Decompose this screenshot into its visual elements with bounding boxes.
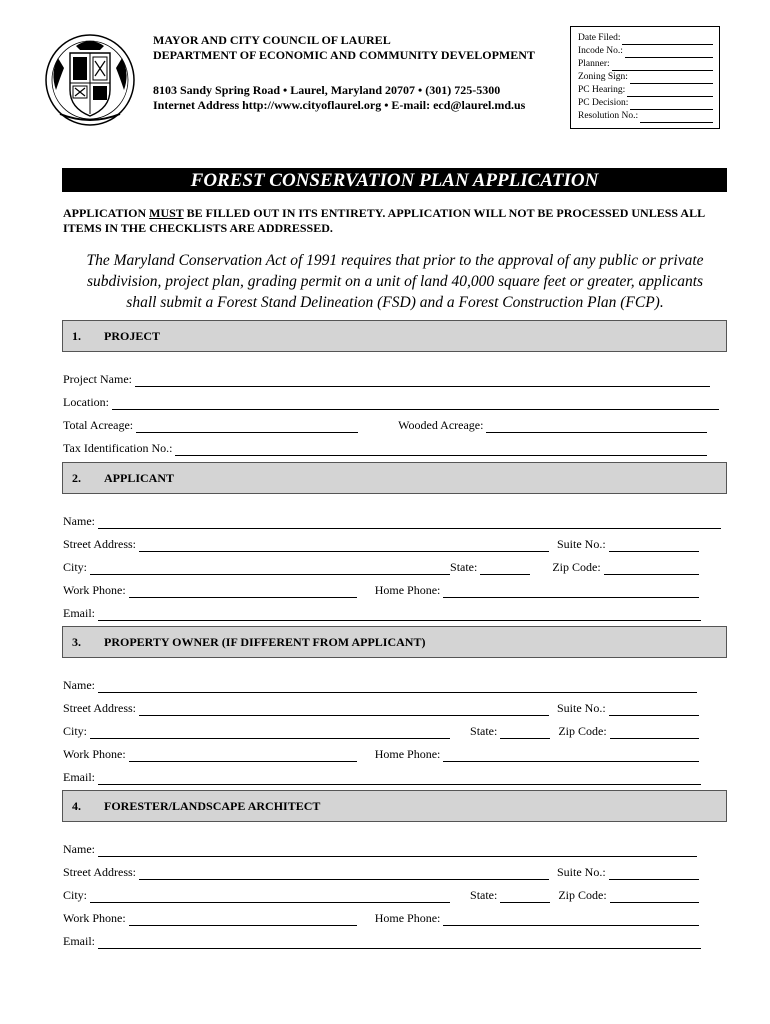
wooded-acreage-label: Wooded Acreage:: [398, 418, 484, 432]
office-use-box: [570, 26, 720, 129]
applicant-suite-field[interactable]: [609, 540, 699, 552]
forester-home-phone-field[interactable]: [443, 914, 699, 926]
forester-state-field[interactable]: [500, 891, 550, 903]
total-acreage-label: Total Acreage:: [63, 418, 134, 432]
owner-name-field[interactable]: Name:: [63, 675, 713, 693]
office-row-date-filed[interactable]: Date Filed:: [578, 32, 713, 45]
office-row-zoning-sign[interactable]: Zoning Sign:: [578, 71, 713, 84]
owner-city-field[interactable]: [90, 727, 450, 739]
forester-city-row: City: State: Zip Code:: [63, 885, 713, 903]
forester-email-field[interactable]: Email:: [63, 931, 713, 949]
office-row-planner[interactable]: Planner:: [578, 58, 713, 71]
office-row-incode[interactable]: Incode No.:: [578, 45, 713, 58]
forester-phone-row: Work Phone: Home Phone:: [63, 908, 713, 926]
city-seal-logo: [40, 28, 140, 128]
forester-suite-field[interactable]: [609, 868, 699, 880]
owner-street-row: Street Address: Suite No.:: [63, 698, 713, 716]
applicant-city-field[interactable]: [90, 563, 450, 575]
owner-street-field[interactable]: [139, 704, 549, 716]
applicant-street-row: Street Address: Suite No.:: [63, 534, 713, 552]
owner-email-field[interactable]: Email:: [63, 767, 713, 785]
internet-line: Internet Address http://www.cityoflaurel.org • E-mail: ecd@laurel.md.us: [153, 98, 526, 112]
wooded-acreage-field[interactable]: [486, 421, 707, 433]
owner-zip-field[interactable]: [610, 727, 699, 739]
forester-work-phone-field[interactable]: [129, 914, 357, 926]
applicant-email-field[interactable]: Email:: [63, 603, 713, 621]
department-name: DEPARTMENT OF ECONOMIC AND COMMUNITY DEVELOPMENT: [153, 48, 535, 62]
owner-state-field[interactable]: [500, 727, 550, 739]
header-block: [153, 33, 535, 113]
org-name: MAYOR AND CITY COUNCIL OF LAUREL: [153, 33, 391, 47]
location-field[interactable]: Location:: [63, 392, 713, 410]
acreage-row: [63, 415, 713, 433]
forester-zip-field[interactable]: [610, 891, 699, 903]
office-row-pc-decision[interactable]: PC Decision:: [578, 97, 713, 110]
section-applicant-header: 2. APPLICANT: [62, 462, 727, 494]
applicant-phone-row: Work Phone: Home Phone:: [63, 580, 713, 598]
forester-name-field[interactable]: Name:: [63, 839, 713, 857]
forester-city-field[interactable]: [90, 891, 450, 903]
section-owner-header: 3. PROPERTY OWNER (IF DIFFERENT FROM APPLICANT): [62, 626, 727, 658]
section-project-header: 1. PROJECT: [62, 320, 727, 352]
office-row-resolution[interactable]: Resolution No.:: [578, 110, 713, 123]
applicant-home-phone-field[interactable]: [443, 586, 699, 598]
applicant-zip-field[interactable]: [604, 563, 699, 575]
applicant-city-row: City: State: Zip Code:: [63, 557, 713, 575]
address-line: 8103 Sandy Spring Road • Laurel, Maryland 20707 • (301) 725-5300: [153, 83, 501, 97]
intro-paragraph: The Maryland Conservation Act of 1991 requires that prior to the approval of any public or private subdivision, project plan, grading permit on a unit of land 40,000 square feet or greater, applicants shall submit a Forest Stand Delineation (FSD) and a Forest Construction Plan (FCP).: [86, 252, 704, 311]
applicant-name-field[interactable]: Name:: [63, 511, 713, 529]
project-name-field[interactable]: Project Name:: [63, 369, 713, 387]
tax-id-field[interactable]: Tax Identification No.:: [63, 438, 713, 456]
owner-home-phone-field[interactable]: [443, 750, 699, 762]
owner-suite-field[interactable]: [609, 704, 699, 716]
warning-text: APPLICATION MUST BE FILLED OUT IN ITS ENTIRETY. APPLICATION WILL NOT BE PROCESSED UNLESS ALL ITEMS IN THE CHECKLISTS ARE ADDRESSED.: [63, 206, 705, 235]
section-forester-header: 4. FORESTER/LANDSCAPE ARCHITECT: [62, 790, 727, 822]
applicant-state-field[interactable]: [480, 563, 530, 575]
office-row-pc-hearing[interactable]: PC Hearing:: [578, 84, 713, 97]
owner-city-row: City: State: Zip Code:: [63, 721, 713, 739]
applicant-work-phone-field[interactable]: [129, 586, 357, 598]
form-title: FOREST CONSERVATION PLAN APPLICATION: [62, 168, 727, 192]
applicant-street-field[interactable]: [139, 540, 549, 552]
forester-street-field[interactable]: [139, 868, 549, 880]
owner-phone-row: Work Phone: Home Phone:: [63, 744, 713, 762]
forester-street-row: Street Address: Suite No.:: [63, 862, 713, 880]
owner-work-phone-field[interactable]: [129, 750, 357, 762]
total-acreage-field[interactable]: [136, 421, 358, 433]
